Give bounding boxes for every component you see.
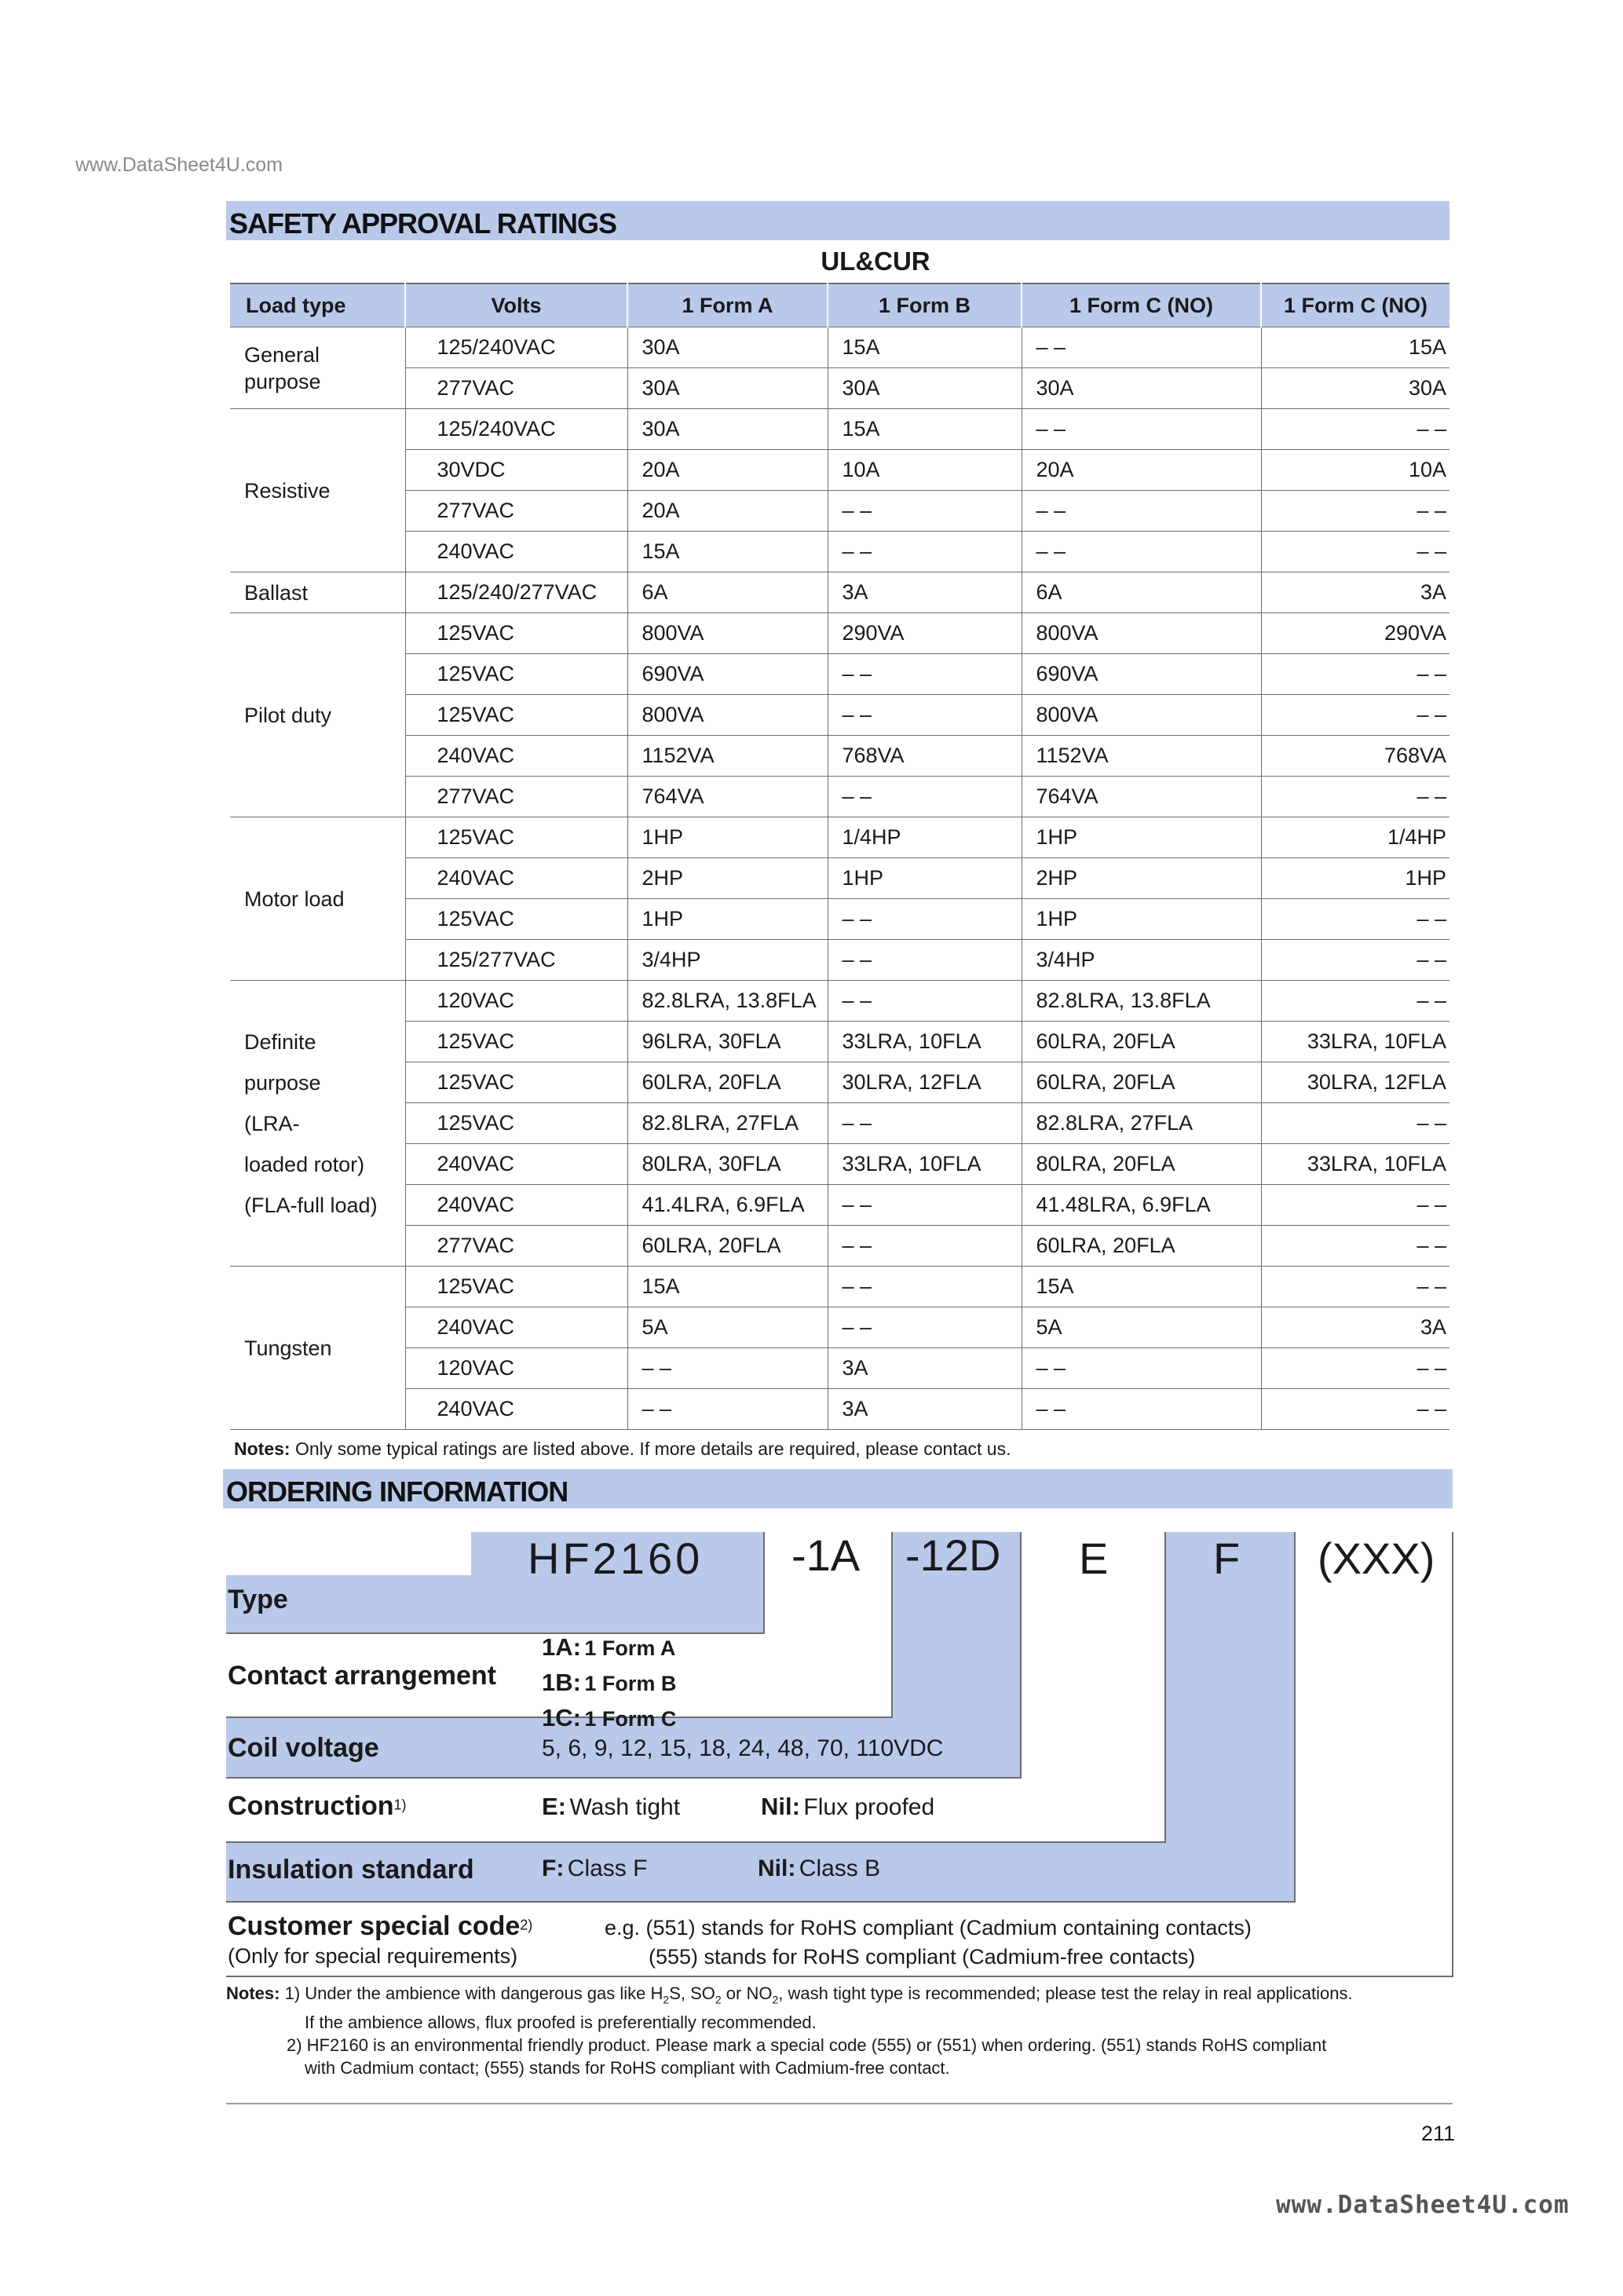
form-a-cell: 5A	[627, 1307, 828, 1348]
ordering-notes-label: Notes:	[226, 1983, 280, 2003]
table-row	[230, 777, 1449, 817]
header-form-c-no-1: 1 Form C (NO)	[1022, 283, 1261, 327]
ordering-title: ORDERING INFORMATION	[226, 1475, 568, 1508]
form-a-cell: 800VA	[627, 613, 828, 654]
volts-cell: 240VAC	[405, 736, 627, 777]
page-number: 211	[1421, 2122, 1456, 2145]
form-b-cell: – –	[828, 1185, 1022, 1226]
table-row	[230, 1389, 1449, 1430]
volts-cell: 277VAC	[405, 1226, 627, 1267]
form-b-cell: 33LRA, 10FLA	[828, 1144, 1022, 1185]
load-type-label-line: (LRA-	[244, 1111, 300, 1135]
form-c-no-cell: 3/4HP	[1022, 940, 1261, 981]
table-body	[230, 327, 1449, 1430]
load-type-cell	[230, 1267, 405, 1430]
table-row	[230, 409, 1449, 450]
volts-cell: 240VAC	[405, 1389, 627, 1430]
note-1-sub: 2	[772, 1993, 779, 2006]
special-example-2: (555) stands for RoHS compliant (Cadmium-free contacts)	[649, 1945, 1196, 1969]
table-row	[230, 736, 1449, 777]
volts-cell: 240VAC	[405, 1307, 627, 1348]
form-c-no-2-cell: – –	[1261, 1267, 1449, 1307]
form-a-cell: 60LRA, 20FLA	[627, 1226, 828, 1267]
table-header-row	[230, 283, 1449, 327]
form-a-cell: 20A	[627, 491, 828, 532]
table-row	[230, 572, 1449, 613]
note-1-text-d: , wash tight type is recommended; please test the relay in real applications.	[778, 1983, 1353, 2003]
volts-cell: 125VAC	[405, 654, 627, 695]
form-b-cell: – –	[828, 695, 1022, 736]
form-c-no-cell: – –	[1022, 409, 1261, 450]
form-c-no-cell: 1HP	[1022, 817, 1261, 858]
form-a-cell: 6A	[627, 572, 828, 613]
insulation-standard-label: Insulation standard	[228, 1855, 474, 1885]
form-c-no-cell: 1HP	[1022, 899, 1261, 940]
load-type-label-line: purpose	[244, 1070, 321, 1095]
special-row-line	[226, 1976, 1453, 1977]
form-c-no-2-cell: – –	[1261, 1348, 1449, 1389]
form-c-no-2-cell: – –	[1261, 695, 1449, 736]
load-type-label: Ballast	[244, 580, 309, 605]
coil-voltage-label: Coil voltage	[228, 1733, 379, 1763]
construction-column-line	[1164, 1532, 1166, 1843]
header-load-type: Load type	[230, 283, 405, 327]
form-a-cell: 30A	[627, 368, 828, 409]
form-c-no-cell: 800VA	[1022, 695, 1261, 736]
volts-cell: 120VAC	[405, 1348, 627, 1389]
form-a-cell: – –	[627, 1389, 828, 1430]
safety-notes	[234, 1439, 1011, 1460]
insulation-row-line	[226, 1901, 1294, 1903]
table-row	[230, 1022, 1449, 1062]
load-type-label: Motor load	[244, 887, 345, 911]
ordering-section-header	[223, 1469, 1453, 1508]
special-example-1: e.g. (551) stands for RoHS compliant (Cadmium containing contacts)	[605, 1916, 1252, 1940]
form-b-cell: – –	[828, 532, 1022, 572]
load-type-label-line: (FLA-full load)	[244, 1193, 378, 1217]
form-b-cell: 768VA	[828, 736, 1022, 777]
form-b-cell: 1/4HP	[828, 817, 1022, 858]
form-c-no-2-cell: – –	[1261, 899, 1449, 940]
special-code-sublabel: (Only for special requirements)	[228, 1944, 518, 1968]
type-column-line	[763, 1532, 765, 1634]
footer-divider	[226, 2103, 1453, 2104]
volts-cell: 125VAC	[405, 613, 627, 654]
form-a-cell: 96LRA, 30FLA	[627, 1022, 828, 1062]
form-a-cell: 60LRA, 20FLA	[627, 1062, 828, 1103]
form-b-cell: – –	[828, 1103, 1022, 1144]
table-row	[230, 368, 1449, 409]
form-c-no-2-cell: – –	[1261, 654, 1449, 695]
volts-cell: 120VAC	[405, 981, 627, 1022]
note-1-text-c: or NO	[721, 1983, 773, 2003]
form-c-no-2-cell: – –	[1261, 491, 1449, 532]
construction-nil-desc: Flux proofed	[803, 1794, 935, 1820]
volts-cell: 125/277VAC	[405, 940, 627, 981]
form-a-cell: 690VA	[627, 654, 828, 695]
volts-cell: 240VAC	[405, 532, 627, 572]
header-form-c-no-2: 1 Form C (NO)	[1261, 283, 1449, 327]
code-contact: -1A	[791, 1530, 861, 1580]
code-type: HF2160	[528, 1534, 704, 1583]
note-2-line-2: with Cadmium contact; (555) stands for RoHS compliant with Cadmium-free contact.	[305, 2058, 950, 2078]
form-c-no-2-cell: 3A	[1261, 572, 1449, 613]
form-c-no-cell: 5A	[1022, 1307, 1261, 1348]
form-b-cell: 33LRA, 10FLA	[828, 1022, 1022, 1062]
construction-e-desc: Wash tight	[569, 1794, 681, 1820]
form-b-cell: 3A	[828, 1389, 1022, 1430]
form-c-no-2-cell: 33LRA, 10FLA	[1261, 1022, 1449, 1062]
special-footnote-ref: 2)	[520, 1917, 533, 1933]
note-1-text-a: 1) Under the ambience with dangerous gas like H	[284, 1983, 663, 2003]
load-type-cell	[230, 327, 405, 409]
form-b-cell: 15A	[828, 409, 1022, 450]
form-b-cell: 10A	[828, 450, 1022, 491]
form-a-cell: 15A	[627, 532, 828, 572]
contact-option-1a	[542, 1632, 676, 1667]
form-b-cell: – –	[828, 899, 1022, 940]
header-form-a: 1 Form A	[627, 283, 828, 327]
code-special: (XXX)	[1318, 1534, 1435, 1583]
code-insulation: F	[1213, 1534, 1241, 1583]
form-a-cell: 1HP	[627, 899, 828, 940]
form-a-cell: 30A	[627, 409, 828, 450]
form-c-no-2-cell: 1/4HP	[1261, 817, 1449, 858]
form-a-cell: 82.8LRA, 27FLA	[627, 1103, 828, 1144]
load-type-cell	[230, 817, 405, 981]
special-label-wrap	[228, 1911, 532, 1942]
form-a-cell: 2HP	[627, 858, 828, 899]
safety-ratings-table	[230, 283, 1449, 1430]
contact-option-1c	[542, 1702, 676, 1738]
contact-option-desc: 1 Form B	[584, 1672, 677, 1695]
form-c-no-cell: 30A	[1022, 368, 1261, 409]
table-row	[230, 613, 1449, 654]
table-row	[230, 817, 1449, 858]
contact-column-line	[891, 1532, 893, 1718]
form-a-cell: 764VA	[627, 777, 828, 817]
contact-option-desc: 1 Form A	[584, 1636, 676, 1660]
insulation-nil-desc: Class B	[799, 1855, 881, 1881]
safety-notes-text: Only some typical ratings are listed above. If more details are required, please contact us.	[290, 1439, 1011, 1459]
insulation-f	[542, 1855, 647, 1882]
table-row	[230, 695, 1449, 736]
form-c-no-cell: – –	[1022, 532, 1261, 572]
form-c-no-cell: 80LRA, 20FLA	[1022, 1144, 1261, 1185]
coil-row-line	[226, 1777, 1022, 1779]
form-a-cell: – –	[627, 1348, 828, 1389]
note-1-line-2: If the ambience allows, flux proofed is preferentially recommended.	[305, 2013, 817, 2033]
form-a-cell: 1HP	[627, 817, 828, 858]
load-type-cell	[230, 613, 405, 817]
table-row	[230, 940, 1449, 981]
form-b-cell: 3A	[828, 1348, 1022, 1389]
form-b-cell: – –	[828, 940, 1022, 981]
form-a-cell: 80LRA, 30FLA	[627, 1144, 828, 1185]
form-c-no-cell: – –	[1022, 1348, 1261, 1389]
form-b-cell: – –	[828, 777, 1022, 817]
note-1-line-1	[226, 1982, 1451, 2011]
load-type-label: Tungsten	[244, 1336, 332, 1360]
volts-cell: 125VAC	[405, 1022, 627, 1062]
form-b-cell: 30A	[828, 368, 1022, 409]
load-type-label: Pilot duty	[244, 703, 332, 727]
coil-voltage-values: 5, 6, 9, 12, 15, 18, 24, 48, 70, 110VDC	[542, 1735, 944, 1761]
form-a-cell: 20A	[627, 450, 828, 491]
form-b-cell: – –	[828, 1307, 1022, 1348]
volts-cell: 125VAC	[405, 1103, 627, 1144]
special-column-line	[1452, 1532, 1453, 1977]
table-row	[230, 1144, 1449, 1185]
construction-footnote-ref: 1)	[393, 1797, 407, 1813]
form-c-no-2-cell: – –	[1261, 940, 1449, 981]
type-label: Type	[228, 1585, 288, 1614]
form-a-cell: 3/4HP	[627, 940, 828, 981]
form-c-no-2-cell: 30A	[1261, 368, 1449, 409]
form-a-cell: 15A	[627, 1267, 828, 1307]
construction-nil-code: Nil:	[761, 1793, 800, 1820]
form-a-cell: 800VA	[627, 695, 828, 736]
table-row	[230, 1062, 1449, 1103]
form-c-no-cell: 82.8LRA, 27FLA	[1022, 1103, 1261, 1144]
table-row	[230, 858, 1449, 899]
table-row	[230, 1103, 1449, 1144]
insulation-column-line	[1294, 1532, 1296, 1903]
volts-cell: 277VAC	[405, 368, 627, 409]
code-coil: -12D	[905, 1530, 1001, 1580]
code-construction: E	[1079, 1534, 1109, 1583]
form-c-no-cell: – –	[1022, 1389, 1261, 1430]
form-c-no-2-cell: – –	[1261, 1226, 1449, 1267]
form-c-no-2-cell: – –	[1261, 409, 1449, 450]
header-form-b: 1 Form B	[828, 283, 1022, 327]
form-b-cell: 290VA	[828, 613, 1022, 654]
note-1-sub: 2	[663, 1993, 670, 2006]
form-c-no-cell: – –	[1022, 491, 1261, 532]
form-b-cell: 30LRA, 12FLA	[828, 1062, 1022, 1103]
form-c-no-2-cell: – –	[1261, 1185, 1449, 1226]
form-b-cell: 3A	[828, 572, 1022, 613]
safety-subtitle: UL&CUR	[821, 247, 930, 276]
volts-cell: 125VAC	[405, 899, 627, 940]
volts-cell: 277VAC	[405, 491, 627, 532]
form-b-cell: – –	[828, 1226, 1022, 1267]
insulation-nil-code: Nil:	[758, 1855, 796, 1881]
table-row	[230, 1348, 1449, 1389]
table-row	[230, 450, 1449, 491]
table-row	[230, 327, 1449, 368]
volts-cell: 30VDC	[405, 450, 627, 491]
form-c-no-cell: 20A	[1022, 450, 1261, 491]
ordering-notes	[226, 1982, 1451, 2079]
volts-cell: 240VAC	[405, 858, 627, 899]
watermark-bottom: www.DataSheet4U.com	[1276, 2191, 1570, 2219]
table-row	[230, 1185, 1449, 1226]
safety-title: SAFETY APPROVAL RATINGS	[229, 207, 617, 239]
table-row	[230, 491, 1449, 532]
form-c-no-cell: 41.48LRA, 6.9FLA	[1022, 1185, 1261, 1226]
safety-notes-label: Notes:	[234, 1439, 291, 1459]
table-row	[230, 654, 1449, 695]
form-c-no-2-cell: – –	[1261, 532, 1449, 572]
form-c-no-2-cell: – –	[1261, 777, 1449, 817]
form-b-cell: – –	[828, 491, 1022, 532]
watermark-top: www.DataSheet4U.com	[75, 154, 283, 176]
load-type-label-line: Definite	[244, 1029, 316, 1054]
header-volts: Volts	[405, 283, 627, 327]
volts-cell: 240VAC	[405, 1144, 627, 1185]
form-c-no-cell: – –	[1022, 327, 1261, 368]
contact-option-code: 1A:	[542, 1633, 581, 1661]
form-b-cell: 15A	[828, 327, 1022, 368]
contact-arrangement-label: Contact arrangement	[228, 1661, 496, 1691]
form-c-no-cell: 690VA	[1022, 654, 1261, 695]
volts-cell: 125VAC	[405, 695, 627, 736]
construction-row-line	[226, 1841, 1166, 1843]
note-2-line-1: 2) HF2160 is an environmental friendly product. Please mark a special code (555) or (551) when ordering. (551) stands RoHS compliant	[287, 2035, 1327, 2056]
table-row	[230, 1267, 1449, 1307]
construction-nil	[761, 1793, 934, 1821]
note-1-text-b: S, SO	[669, 1983, 715, 2003]
form-a-cell: 1152VA	[627, 736, 828, 777]
form-c-no-cell: 82.8LRA, 13.8FLA	[1022, 981, 1261, 1022]
contact-options	[542, 1632, 676, 1738]
form-c-no-cell: 6A	[1022, 572, 1261, 613]
form-c-no-cell: 764VA	[1022, 777, 1261, 817]
type-row-line	[226, 1632, 763, 1634]
table-row	[230, 532, 1449, 572]
safety-section-header	[226, 201, 1449, 240]
table-row	[230, 1226, 1449, 1267]
table-row	[230, 899, 1449, 940]
construction-e-code: E:	[542, 1793, 566, 1820]
form-a-cell: 82.8LRA, 13.8FLA	[627, 981, 828, 1022]
load-type-cell	[230, 409, 405, 572]
contact-option-1b	[542, 1667, 676, 1702]
volts-cell: 240VAC	[405, 1185, 627, 1226]
form-c-no-cell: 60LRA, 20FLA	[1022, 1062, 1261, 1103]
form-c-no-2-cell: 15A	[1261, 327, 1449, 368]
contact-option-code: 1B:	[542, 1669, 581, 1696]
coil-column-line	[1020, 1532, 1022, 1779]
form-c-no-cell: 60LRA, 20FLA	[1022, 1226, 1261, 1267]
table-row	[230, 981, 1449, 1022]
form-c-no-2-cell: – –	[1261, 1103, 1449, 1144]
form-b-cell: – –	[828, 654, 1022, 695]
volts-cell: 277VAC	[405, 777, 627, 817]
form-c-no-2-cell: 10A	[1261, 450, 1449, 491]
special-code-label: Customer special code	[228, 1911, 521, 1941]
insulation-nil	[758, 1855, 880, 1882]
form-c-no-2-cell: 1HP	[1261, 858, 1449, 899]
contact-option-desc: 1 Form C	[584, 1707, 677, 1731]
form-c-no-cell: 2HP	[1022, 858, 1261, 899]
volts-cell: 125VAC	[405, 1267, 627, 1307]
insulation-f-code: F:	[542, 1855, 565, 1881]
load-type-label: General purpose	[244, 342, 321, 393]
note-1-sub: 2	[715, 1993, 722, 2006]
volts-cell: 125/240VAC	[405, 327, 627, 368]
load-type-label: Resistive	[244, 478, 331, 503]
form-a-cell: 41.4LRA, 6.9FLA	[627, 1185, 828, 1226]
form-c-no-cell: 15A	[1022, 1267, 1261, 1307]
form-c-no-cell: 1152VA	[1022, 736, 1261, 777]
volts-cell: 125VAC	[405, 1062, 627, 1103]
volts-cell: 125/240VAC	[405, 409, 627, 450]
contact-option-code: 1C:	[542, 1704, 581, 1731]
load-type-cell	[230, 981, 405, 1267]
form-c-no-2-cell: 768VA	[1261, 736, 1449, 777]
form-b-cell: – –	[828, 1267, 1022, 1307]
construction-label: Construction	[228, 1791, 394, 1821]
load-type-cell	[230, 572, 405, 613]
construction-label-wrap	[228, 1791, 407, 1822]
load-type-label-line: loaded rotor)	[244, 1152, 365, 1176]
volts-cell: 125/240/277VAC	[405, 572, 627, 613]
form-a-cell: 30A	[627, 327, 828, 368]
form-c-no-2-cell: 3A	[1261, 1307, 1449, 1348]
form-c-no-cell: 800VA	[1022, 613, 1261, 654]
form-c-no-2-cell: 33LRA, 10FLA	[1261, 1144, 1449, 1185]
form-c-no-2-cell: – –	[1261, 1389, 1449, 1430]
insulation-f-desc: Class F	[567, 1855, 648, 1881]
form-c-no-cell: 60LRA, 20FLA	[1022, 1022, 1261, 1062]
form-c-no-2-cell: 290VA	[1261, 613, 1449, 654]
table-row	[230, 1307, 1449, 1348]
volts-cell: 125VAC	[405, 817, 627, 858]
form-c-no-2-cell: 30LRA, 12FLA	[1261, 1062, 1449, 1103]
form-c-no-2-cell: – –	[1261, 981, 1449, 1022]
form-b-cell: – –	[828, 981, 1022, 1022]
form-b-cell: 1HP	[828, 858, 1022, 899]
construction-e	[542, 1793, 680, 1821]
